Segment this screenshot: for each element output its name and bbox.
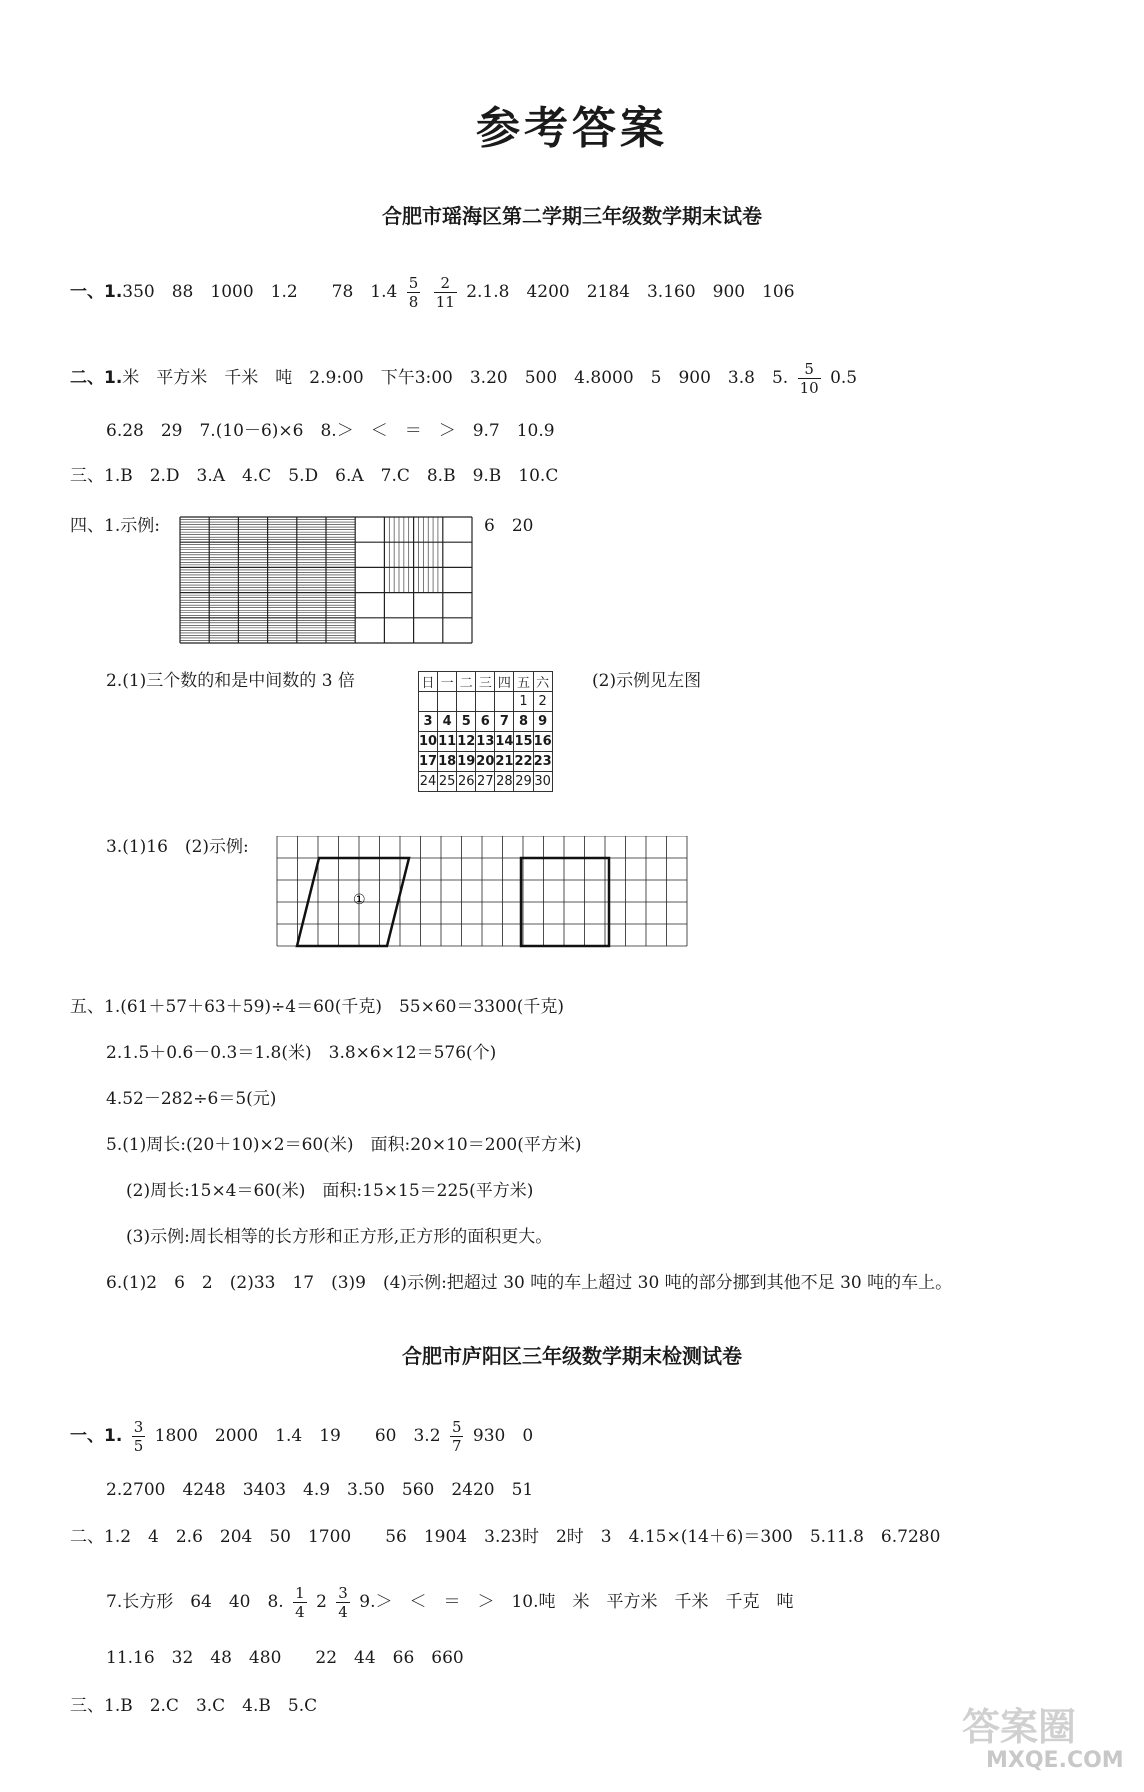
s2-q2-line3: 11.16 32 48 480 22 44 66 660 xyxy=(106,1648,464,1668)
calendar-header-cell: 六 xyxy=(533,672,552,692)
s1-q1-fraction1: $\frac{5}{8}$ xyxy=(408,274,419,311)
calendar-cell: 24 xyxy=(419,772,438,792)
calendar-cell: 2 xyxy=(533,692,552,712)
calendar-cell xyxy=(419,692,438,712)
calendar-cell: 14 xyxy=(495,732,514,752)
s1-q4-2a: 2.(1)三个数的和是中间数的 3 倍 xyxy=(106,671,355,691)
calendar-cell: 21 xyxy=(495,752,514,772)
calendar-cell: 1 xyxy=(514,692,533,712)
s2-q1-vals: 1800 2000 1.4 19 60 3.2 xyxy=(154,1426,441,1446)
calendar-cell: 22 xyxy=(514,752,533,772)
calendar-cell: 17 xyxy=(419,752,438,772)
calendar-header-cell: 日 xyxy=(419,672,438,692)
s1-q1-rest: 2.1.8 4200 2184 3.160 900 106 xyxy=(466,282,795,302)
calendar-cell: 7 xyxy=(495,712,514,732)
calendar-cell: 23 xyxy=(533,752,552,772)
calendar-header-cell: 五 xyxy=(514,672,533,692)
s1-q5-6: 6.(1)2 6 2 (2)33 17 (3)9 (4)示例:把超过 30 吨的车上超过 30 吨的部分挪到其他不足 30 吨的车上。 xyxy=(106,1273,953,1293)
calendar-cell: 27 xyxy=(476,772,495,792)
s2-q2-fraction1: $\frac{1}{4}$ xyxy=(295,1584,305,1621)
calendar-cell: 15 xyxy=(514,732,533,752)
calendar-cell: 13 xyxy=(476,732,495,752)
calendar-cell: 19 xyxy=(457,752,476,772)
s1-q2-end: 0.5 xyxy=(830,368,858,388)
s2-q1-fraction2: $\frac{5}{7}$ xyxy=(451,1418,462,1455)
calendar-header-cell: 一 xyxy=(438,672,457,692)
calendar-cell: 8 xyxy=(514,712,533,732)
calendar-cell xyxy=(438,692,457,712)
calendar-cell xyxy=(495,692,514,712)
s2-q2-l2b: 2 xyxy=(316,1592,327,1612)
s2-q2-line2 xyxy=(106,1584,794,1621)
s1-q2-label: 二、1. xyxy=(70,368,123,388)
calendar-cell: 3 xyxy=(419,712,438,732)
page-title: 参考答案 xyxy=(476,103,668,154)
s1-q1-vals: 350 88 1000 1.2 78 1.4 xyxy=(122,282,398,302)
s2-q2-fraction2: $\frac{3}{4}$ xyxy=(338,1584,348,1621)
s1-q1-fraction2: $\frac{2}{11}$ xyxy=(435,274,455,311)
s1-q4-vals: 6 20 xyxy=(484,516,534,536)
shape-label: ① xyxy=(353,892,366,908)
calendar-cell: 4 xyxy=(438,712,457,732)
calendar-cell: 10 xyxy=(419,732,438,752)
calendar-cell: 29 xyxy=(514,772,533,792)
calendar-cell xyxy=(457,692,476,712)
calendar-cell: 18 xyxy=(438,752,457,772)
s1-q1-line xyxy=(70,274,795,311)
calendar-cell: 28 xyxy=(495,772,514,792)
s2-q3-line: 三、1.B 2.C 3.C 4.B 5.C xyxy=(70,1696,318,1716)
calendar-cell: 5 xyxy=(457,712,476,732)
s1-q1-label: 一、1. xyxy=(70,282,123,302)
section2-heading: 合肥市庐阳区三年级数学期末检测试卷 xyxy=(402,1344,742,1368)
s1-q4-label: 四、1.示例: xyxy=(70,516,160,536)
calendar-cell: 11 xyxy=(438,732,457,752)
calendar-cell: 25 xyxy=(438,772,457,792)
s2-q2-line1: 二、1.2 4 2.6 204 50 1700 56 1904 3.23时 2时 3 4.15×(14＋6)＝300 5.11.8 6.7280 xyxy=(70,1527,941,1547)
calendar-header-cell: 二 xyxy=(457,672,476,692)
watermark-logo: 答案圈 xyxy=(962,1705,1077,1749)
s2-q1-label: 一、1. xyxy=(70,1426,123,1446)
calendar-cell: 6 xyxy=(476,712,495,732)
s1-q2-line2: 6.28 29 7.(10－6)×6 8.＞ ＜ ＝ ＞ 9.7 10.9 xyxy=(106,421,555,441)
calendar-cell xyxy=(476,692,495,712)
shape-grid xyxy=(275,836,690,948)
s1-q5-5c: (3)示例:周长相等的长方形和正方形,正方形的面积更大。 xyxy=(126,1227,553,1247)
calendar-cell: 20 xyxy=(476,752,495,772)
calendar-header-cell: 三 xyxy=(476,672,495,692)
s2-q1-line xyxy=(70,1418,533,1455)
s2-q1-fraction1: $\frac{3}{5}$ xyxy=(133,1418,144,1455)
s1-q2-line xyxy=(70,360,857,397)
watermark-url: MXQE.COM xyxy=(986,1748,1124,1773)
s1-q5-5a: 5.(1)周长:(20＋10)×2＝60(米) 面积:20×10＝200(平方米) xyxy=(106,1135,582,1155)
calendar-cell: 30 xyxy=(533,772,552,792)
s2-q2-l2a: 7.长方形 64 40 8. xyxy=(106,1592,284,1612)
s1-q3-line: 三、1.B 2.D 3.A 4.C 5.D 6.A 7.C 8.B 9.B 10.C xyxy=(70,466,559,486)
section1-heading: 合肥市瑶海区第二学期三年级数学期末试卷 xyxy=(382,204,762,228)
s1-q5-5b: (2)周长:15×4＝60(米) 面积:15×15＝225(平方米) xyxy=(126,1181,534,1201)
calendar-cell: 12 xyxy=(457,732,476,752)
calendar-cell: 26 xyxy=(457,772,476,792)
big-grid-lines xyxy=(180,517,472,643)
calendar-cell: 9 xyxy=(533,712,552,732)
s1-q4-2b: (2)示例见左图 xyxy=(592,671,702,691)
s2-q2-l2c: 9.＞ ＜ ＝ ＞ 10.吨 米 平方米 千米 千克 吨 xyxy=(359,1592,794,1612)
s2-q1-line2: 2.2700 4248 3403 4.9 3.50 560 2420 51 xyxy=(106,1480,534,1500)
calendar-cell: 16 xyxy=(533,732,552,752)
s1-q4-3: 3.(1)16 (2)示例: xyxy=(106,837,249,857)
calendar-header-cell: 四 xyxy=(495,672,514,692)
s1-q5-4: 4.52－282÷6＝5(元) xyxy=(106,1089,277,1109)
s1-q5-2: 2.1.5＋0.6－0.3＝1.8(米) 3.8×6×12＝576(个) xyxy=(106,1043,497,1063)
calendar-table xyxy=(418,671,553,792)
s1-q5-1: 五、1.(61＋57＋63＋59)÷4＝60(千克) 55×60＝3300(千克) xyxy=(70,997,565,1017)
example-grid xyxy=(178,515,474,645)
s1-q2-fraction: $\frac{5}{10}$ xyxy=(799,360,819,397)
s1-q2-vals: 米 平方米 千米 吨 2.9:00 下午3:00 3.20 500 4.8000 5 900 3.8 5. xyxy=(122,368,789,388)
s2-q1-end: 930 0 xyxy=(472,1426,534,1446)
